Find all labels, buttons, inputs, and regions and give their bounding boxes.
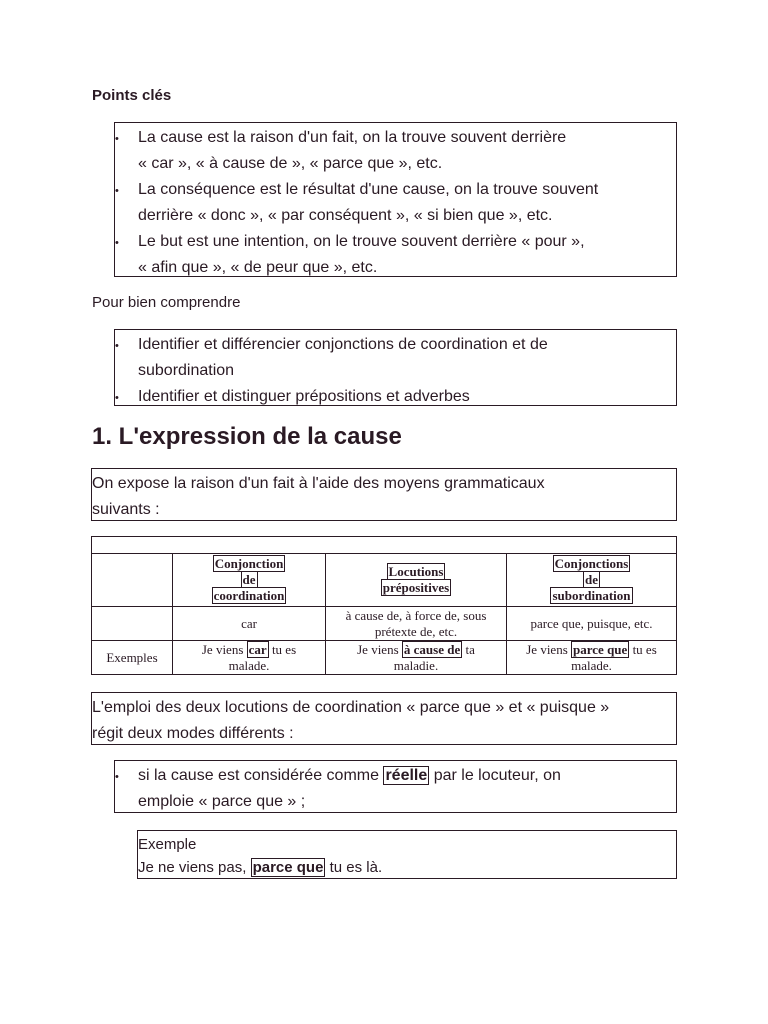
table-top-row (92, 537, 677, 554)
usage-line1: L'emploi des deux locutions de coordination « parce que » et « puisque » (92, 699, 610, 716)
understand-item-conjunctions-line1: Identifier et différencier conjonctions de coordination et de (138, 336, 548, 353)
table-top-cell (92, 537, 677, 554)
table-row-words (92, 607, 677, 641)
example-prepositional-post: ta (462, 641, 475, 657)
key-point-goal-line2: « afin que », « de peur que », etc. (138, 259, 378, 276)
example-coordination-mark: car (248, 641, 267, 657)
example-box (137, 830, 677, 879)
table-row-words-label (92, 607, 173, 641)
key-point-cause-line2: « car », « à cause de », « parce que », etc. (138, 155, 443, 172)
key-point-consequence-line1: La conséquence est le résultat d'une cause, on la trouve souvent (138, 181, 599, 198)
understand-item-prepositions-line1: Identifier et distinguer prépositions et adverbes (138, 388, 470, 405)
intro-line2: suivants : (92, 501, 160, 518)
cell-subordination-words: parce que, puisque, etc. (507, 607, 677, 641)
table-header-row (92, 554, 677, 607)
examples-label: Exemples (92, 641, 173, 675)
example-subordination (507, 641, 677, 675)
real-cause-pre: si la cause est considérée comme (138, 767, 384, 784)
example-coordination-line2: malade. (228, 657, 270, 673)
understand-title: Pour bien comprendre (92, 294, 241, 311)
usage-box (91, 692, 677, 745)
intro-line1: On expose la raison d'un fait à l'aide des moyens grammaticaux (92, 475, 545, 492)
cell-prepositional-words (326, 607, 507, 641)
key-point-cause-line1: La cause est la raison d'un fait, on la trouve souvent derrière (138, 129, 567, 146)
header-subordination-l2: de (585, 572, 598, 587)
cell-prepositional-words-l1: à cause de, à force de, sous (345, 607, 487, 623)
table-row-examples (92, 641, 677, 675)
table-corner-cell (92, 554, 173, 607)
key-point-goal-line1: Le but est une intention, on le trouve souvent derrière « pour », (138, 233, 585, 250)
header-coordination-l1: Conjonction (214, 556, 284, 571)
key-points-title: Points clés (92, 87, 172, 104)
example-prepositional-pre: Je viens (357, 641, 402, 657)
header-coordination-l2: de (242, 572, 256, 587)
example-sentence-pre: Je ne viens pas, (138, 859, 251, 876)
cell-prepositional-words-l2: prétexte de, etc. (374, 623, 458, 639)
header-prepositional-l1: Locutions (388, 564, 444, 579)
header-prepositional-l2: prépositives (382, 580, 450, 595)
real-cause-item (115, 763, 676, 815)
header-subordination-l3: subordination (552, 588, 631, 603)
cause-table (91, 536, 677, 675)
understand-item-prepositions (115, 384, 676, 410)
key-point-cause (115, 125, 676, 177)
example-prepositional (326, 641, 507, 675)
key-point-goal (115, 229, 676, 281)
example-subordination-mark: parce que (573, 641, 628, 657)
real-cause-mark: réelle (385, 767, 428, 784)
header-coordination (173, 554, 326, 607)
usage-line2: régit deux modes différents : (92, 725, 294, 742)
example-sentence-mark: parce que (252, 859, 324, 876)
understand-box (114, 329, 677, 406)
real-cause-box (114, 760, 677, 813)
example-label: Exemple (138, 836, 197, 853)
header-subordination (507, 554, 677, 607)
understand-item-conjunctions (115, 332, 676, 384)
header-prepositional (326, 554, 507, 607)
example-sentence-post: tu es là. (325, 859, 383, 876)
understand-item-conjunctions-line2: subordination (138, 362, 235, 379)
example-subordination-line2: malade. (571, 657, 612, 673)
example-coordination-pre: Je viens (201, 641, 247, 657)
section-heading: 1. L'expression de la cause (92, 423, 402, 450)
key-points-box (114, 122, 677, 277)
example-subordination-post: tu es (629, 641, 657, 657)
cell-coordination-words: car (173, 607, 326, 641)
real-cause-post: par le locuteur, on (429, 767, 561, 784)
intro-box (91, 468, 677, 521)
header-coordination-l3: coordination (213, 588, 285, 603)
key-point-consequence (115, 177, 676, 229)
key-point-consequence-line2: derrière « donc », « par conséquent », « si bien que », etc. (138, 207, 553, 224)
example-prepositional-mark: à cause de (403, 641, 461, 657)
example-subordination-pre: Je viens (526, 641, 572, 657)
real-cause-line2: emploie « parce que » ; (138, 793, 306, 810)
header-subordination-l1: Conjonctions (554, 556, 629, 571)
example-coordination-post: tu es (268, 641, 297, 657)
example-prepositional-line2: maladie. (393, 657, 439, 673)
example-coordination (173, 641, 326, 675)
